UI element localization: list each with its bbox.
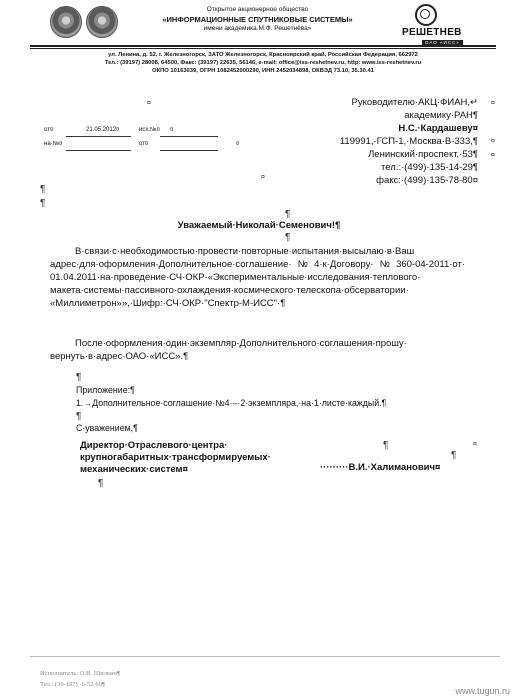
recipient-address-2: Ленинский·проспект,·53¶ [368,149,478,160]
signatory-name: ·········В.И.·Халиманович¤ [320,462,441,473]
paragraph-line: В·связи·с·необходимостью·провести·повторные·испытания·высылаю·в·Ваш [75,246,415,257]
recipient-position: Руководителю·АКЦ·ФИАН,↵ [351,97,478,108]
header-divider-thick [30,45,496,47]
watermark: www.tugun.ru [455,686,510,696]
reference-date-underline [160,150,218,151]
empty-paragraph: ¶ [98,478,104,489]
company-logo-icon [415,4,437,26]
recipient-name: Н.С.·Кардашеву¤ [398,123,478,134]
body-paragraph-1 [50,245,465,310]
greeting: Уважаемый·Николай·Семенович!¶ [177,220,341,231]
cell-mark: ¤ [473,441,477,448]
number-underline [160,136,218,137]
cell-mark: ¤ [491,152,495,159]
company-logo-text: РЕШЕТНЕВ [402,27,462,38]
closing-phrase: С·уважением,¶ [76,423,138,433]
from-label: от¤ [44,127,54,133]
address-line-3: ОКПО 10163039, ОГРН 1082452000290, ИНН 2452034898, ОКВЭД 73.10, 35.30.41 [152,68,374,74]
outgoing-number-label: исх.№¤ [139,127,160,133]
org-subtitle: имени академика М.Ф. Решетнёва» [203,25,312,32]
signatory-title-3: механических·систем¤ [80,464,188,475]
attachment-item: 1.→Дополнительное·соглашение·№4·–·2·экземпляра,·на·1·листе·каждый.¶ [76,398,387,408]
medal-emblem-left [50,6,82,38]
org-prefix: Открытое акционерное общество [206,6,309,13]
paragraph-line: вернуть·в·адрес·ОАО·«ИСС».¶ [50,351,189,362]
address-line-1: ул. Ленина, д. 52, г. Железногорск, ЗАТО Железногорск, Красноярский край, Российская Федерация, 662972 [108,52,418,58]
recipient-phone: тел.:·(499)·135-14-29¶ [381,162,478,173]
org-name: «ИНФОРМАЦИОННЫЕ СПУТНИКОВЫЕ СИСТЕМЫ» [162,15,353,24]
reference-mark: ¤ [236,141,240,147]
paragraph-line: адрес·для·оформления·Дополнительное·соглашение·№4·к·Договору·№360-04-2011·от· [50,259,465,270]
reference-from-label: от¤ [139,141,149,147]
recipient-address-1: 119991,·ГСП-1,·Москва·В-333,¶ [339,136,478,147]
cell-mark: ¤ [261,174,265,181]
company-logo-subtitle: ОАО «ИСС» [422,40,463,45]
empty-paragraph: ¶ [76,372,82,383]
cell-mark: ¤ [491,138,495,145]
cell-mark: ¤ [491,100,495,107]
paragraph-line: «Миллиметрон»»,·Шифр:·СЧ·ОКР·"Спектр-М-ИСС"·¶ [50,298,286,309]
reference-number-label: на·№¤ [44,141,63,147]
paragraph-line: 01.04.2011·на·проведение·СЧ·ОКР·«Экспериментальные·исследования·теплового· [50,272,421,283]
date-underline [66,136,131,137]
executor-name: Исполнитель: О.В. Шилкин¶ [40,670,121,677]
empty-paragraph: ¶ [40,184,46,195]
empty-paragraph: ¶ [383,440,389,451]
footer-divider [30,656,500,657]
attachment-label: Приложение:¶ [76,385,135,395]
recipient-fax: факс:·(499)·135-78-80¤ [376,175,478,186]
medal-emblem-right [86,6,118,38]
empty-paragraph: ¶ [76,411,82,422]
empty-paragraph: ¶ [451,450,457,461]
body-paragraph-2 [50,337,465,363]
signatory-title-1: Директор·Отраслевого·центра· [80,440,228,451]
doc-date[interactable]: 21.05.2012¤ [86,127,120,133]
empty-paragraph: ¶ [285,209,291,220]
empty-paragraph: ¶ [40,198,46,209]
outgoing-number-mark[interactable]: ¤ [170,127,174,133]
recipient-title: академику·РАН¶ [404,110,478,121]
cell-mark: ¤ [147,100,151,107]
reference-underline [66,150,131,151]
executor-phone: Тел.: (39-197) ·6-52-69¶ [40,681,105,688]
header-divider-thin [30,48,496,49]
signatory-title-2: крупногабаритных·трансформируемых· [80,452,271,463]
address-line-2: Тел.: (39197) 28008, 64500, Факс: (39197) 22635, 56146, e-mail: office@iss-reshetnev.ru, http: www.iss-reshetnev.ru [104,60,422,66]
empty-paragraph: ¶ [285,232,291,243]
paragraph-line: После·оформления·один·экземпляр·Дополнительного·соглашения·прошу· [75,338,407,349]
paragraph-line: макета·системы·пассивного·охлаждения·космического·телескопа·обсерватории· [50,285,409,296]
